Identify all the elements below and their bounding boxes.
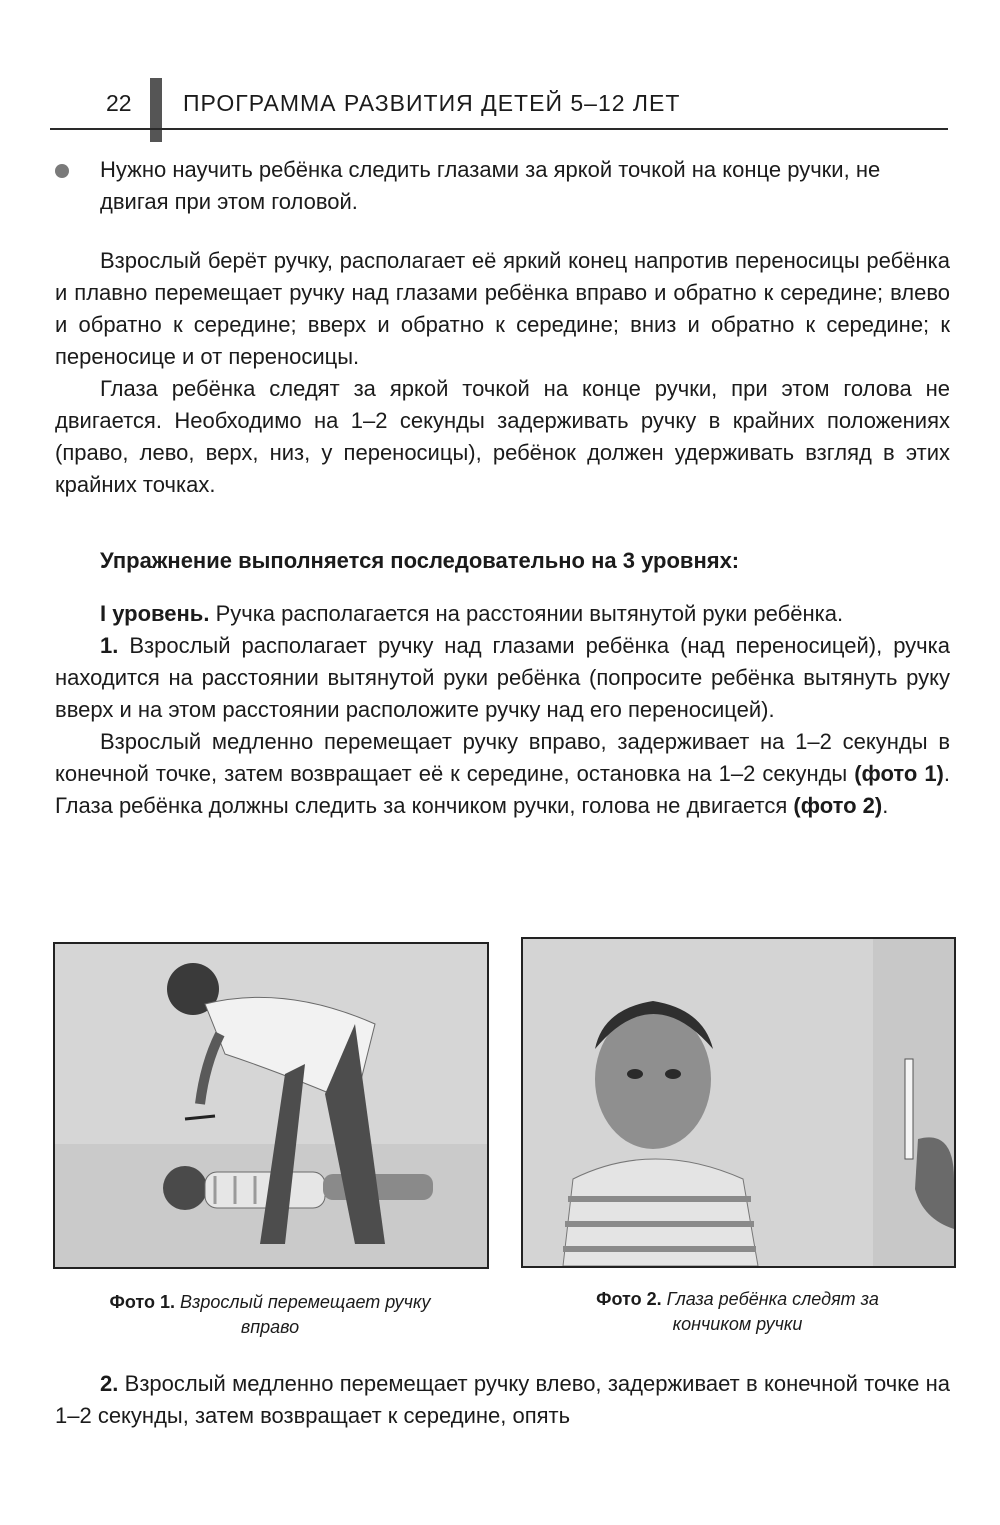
page-header <box>50 78 948 132</box>
header-divider-bar <box>150 78 162 142</box>
paragraph-2: Глаза ребёнка следят за яркой точкой на конце ручки, при этом голова не двигается. Необходимо на 1–2 секунды задерживать ручку в крайних положениях (право, лево, верх, низ, у переносицы), ребёнок должен удерживать взгляд в этих крайних точках. <box>55 376 950 497</box>
paragraph-3-part-1: Взрослый медленно перемещает ручку вправо, задерживает на 1–2 секунды в конечной точке, затем возвращает её к середине, остановка на 1–2 секунды <box>55 729 950 786</box>
step-1-paragraph <box>55 630 950 726</box>
level-1-text: Ручка располагается на расстоянии вытянутой руки ребёнка. <box>209 601 844 626</box>
photo-1-caption <box>80 1290 460 1340</box>
body-text-3 <box>55 1368 950 1432</box>
photo-2-caption <box>555 1287 920 1337</box>
level-1-label: I уровень. <box>100 601 210 626</box>
photo-1-caption-text: Взрослый перемещает ручку вправо <box>180 1292 431 1337</box>
header-rule <box>50 128 948 130</box>
running-title: ПРОГРАММА РАЗВИТИЯ ДЕТЕЙ 5–12 ЛЕТ <box>183 90 681 116</box>
step-2-number: 2. <box>100 1371 119 1396</box>
body-text-1 <box>55 245 950 501</box>
page-number: 22 <box>106 90 132 116</box>
step-2-paragraph <box>55 1368 950 1432</box>
step-1-number: 1. <box>100 633 119 658</box>
paragraph-3-part-2: . Глаза ребёнка должны следить за кончиком ручки, голова не двигается <box>55 761 951 818</box>
bullet-dot-icon <box>55 164 69 178</box>
step-1-text: Взрослый располагает ручку над глазами ребёнка (над переносицей), ручка находится на расстоянии вытянутой руки ребёнка (попросите ребёнка вытянуть руку вверх и на этом расстоянии расположите ручку над его переносицей). <box>55 633 950 722</box>
body-text-2 <box>55 598 950 822</box>
level-1-paragraph <box>55 598 950 630</box>
photo-2-caption-text: Глаза ребёнка следят за кончиком ручки <box>666 1289 879 1334</box>
bullet-item <box>55 154 950 218</box>
paragraph-1: Взрослый берёт ручку, располагает её яркий конец напротив переносицы ребёнка и плавно перемещает ручку над глазами ребёнка вправо и обратно к середине; влево и обратно к середине; вверх и обратно к середине; вниз и обратно к середине; к переносице и от переносицы. <box>55 248 950 369</box>
section-heading: Упражнение выполняется последовательно на 3 уровнях: <box>100 548 740 573</box>
photo-1 <box>53 942 489 1269</box>
photo-ref-1: (фото 1) <box>854 761 944 786</box>
photo-ref-2: (фото 2) <box>793 793 883 818</box>
step-2-text: Взрослый медленно перемещает ручку влево, задерживает в конечной точке на 1–2 секунды, затем возвращает к середине, опять <box>55 1371 950 1428</box>
photo-1-illustration <box>55 944 487 1267</box>
photo-1-label: Фото 1. <box>109 1292 176 1312</box>
paragraph-3 <box>55 726 950 822</box>
bullet-text: Нужно научить ребёнка следить глазами за яркой точкой на конце ручки, не двигая при этом головой. <box>100 157 881 214</box>
photo-2-illustration <box>523 939 954 1266</box>
paragraph-3-part-3: . <box>882 793 889 818</box>
photo-2-label: Фото 2. <box>596 1289 662 1309</box>
photo-2 <box>521 937 956 1268</box>
